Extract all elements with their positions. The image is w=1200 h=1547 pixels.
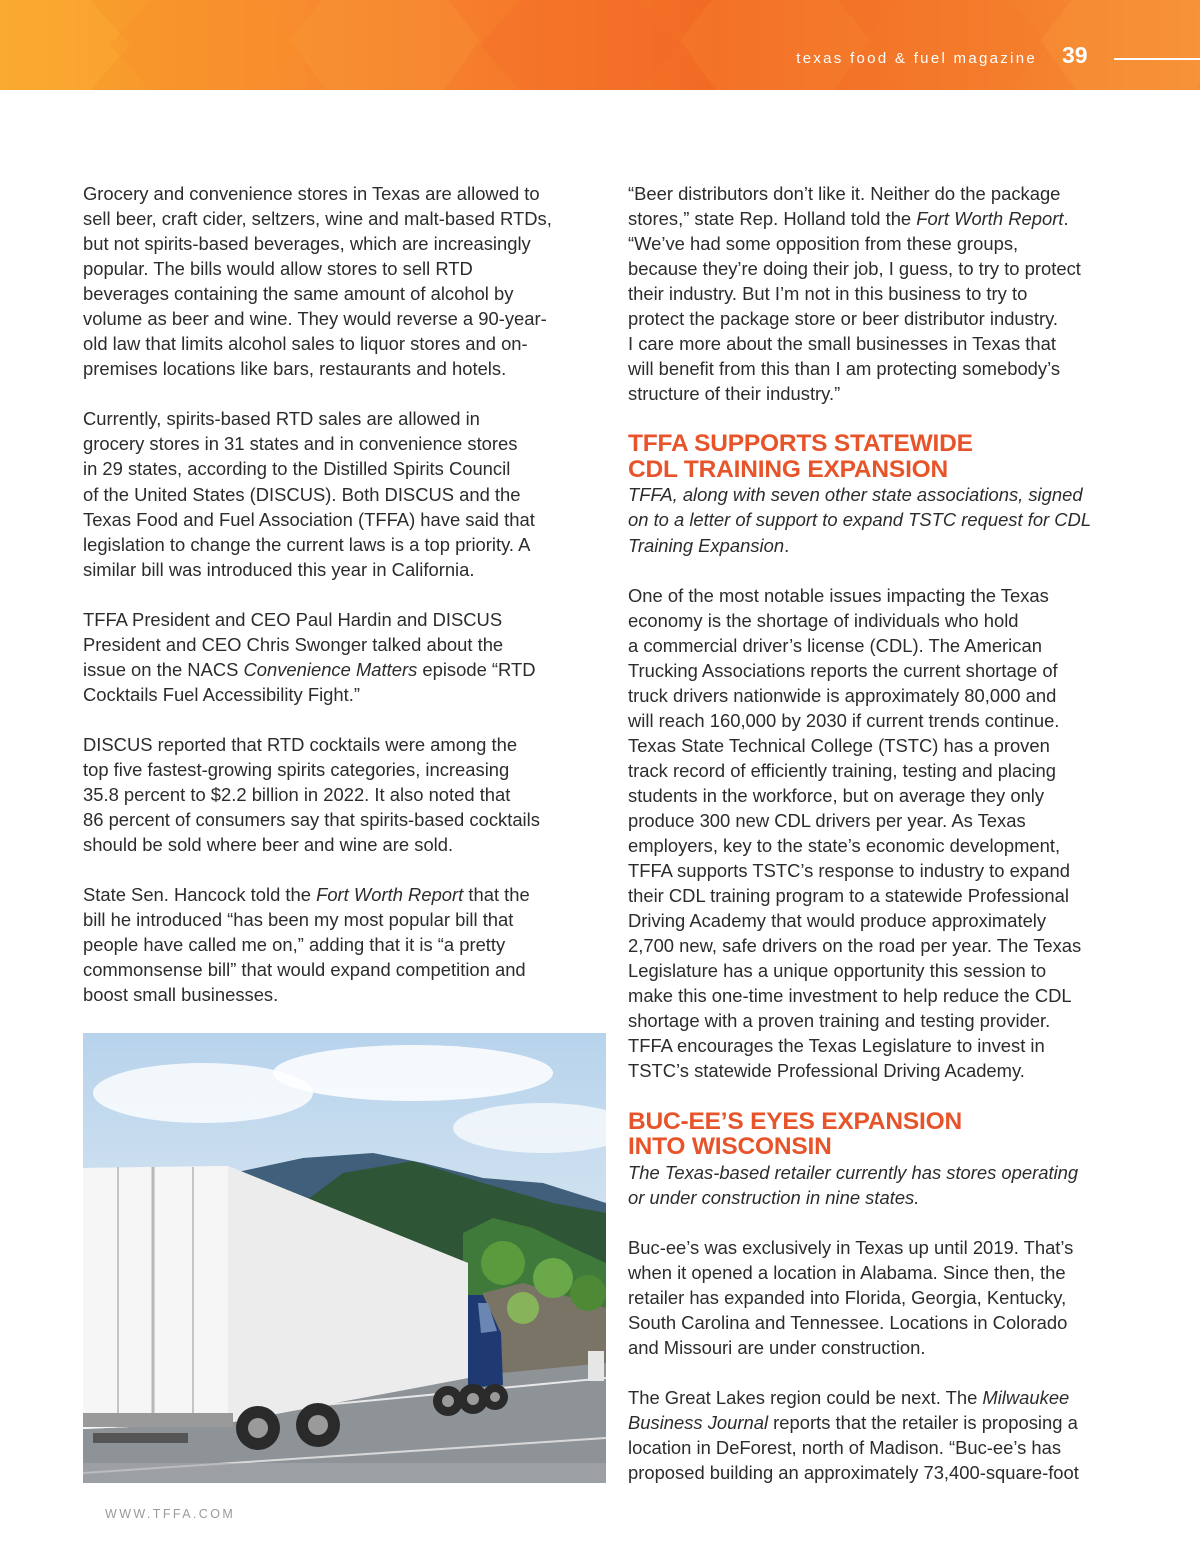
footer-website[interactable]: WWW.TFFA.COM: [105, 1507, 236, 1521]
text-line: Trucking Associations reports the current shortage of: [628, 659, 1058, 681]
text-line: Currently, spirits-based RTD sales are allowed in: [83, 408, 480, 430]
text-line: because they’re doing their job, I guess, to try to protect: [628, 258, 1081, 280]
text-line: employers, key to the state’s economic development,: [628, 835, 1061, 857]
semi-truck-illustration: [83, 1033, 606, 1483]
text-line: legislation to change the current laws is a top priority. A: [83, 533, 531, 555]
text-run: reports that the retailer is proposing a: [768, 1411, 1078, 1433]
text-line: commonsense bill” that would expand competition and: [83, 959, 526, 981]
text-line: 35.8 percent to $2.2 billion in 2022. It also noted that: [83, 783, 511, 805]
banner-hex-pattern: [0, 0, 1200, 90]
text-line: retailer has expanded into Florida, Georgia, Kentucky,: [628, 1286, 1067, 1308]
text-line: location in DeForest, north of Madison. “Buc-ee’s has: [628, 1436, 1062, 1458]
section-deck-bucees: [628, 1160, 1158, 1210]
text-line: but not spirits-based beverages, which are increasingly: [83, 233, 531, 255]
paragraph-cdl-body: [628, 583, 1158, 1084]
italic-title: Fort Worth Report: [316, 884, 464, 906]
text-line: shortage with a proven training and testing provider.: [628, 1010, 1051, 1032]
text-run: stores,” state Rep. Holland told the: [628, 208, 917, 230]
text-line: [628, 533, 1158, 558]
section-heading-bucees: [628, 1109, 1158, 1160]
header-banner: [0, 0, 1200, 90]
text-line: TFFA encourages the Texas Legislature to invest in: [628, 1035, 1045, 1057]
italic-title: Convenience Matters: [243, 658, 418, 680]
paragraph-bucees-history: [628, 1235, 1158, 1360]
text-line: protect the package store or beer distributor industry.: [628, 308, 1059, 330]
text-line: volume as beer and wine. They would reverse a 90-year-: [83, 308, 547, 330]
header-rule: [1114, 58, 1200, 60]
text-line: should be sold where beer and wine are sold.: [83, 834, 454, 856]
paragraph-hancock: [83, 882, 608, 1007]
text-line: 86 percent of consumers say that spirits-based cocktails: [83, 809, 540, 831]
text-line: TFFA supports TSTC’s response to industry to expand: [628, 860, 1070, 882]
heading-line: BUC-EE’S EYES EXPANSION: [628, 1107, 962, 1135]
text-line: Texas Food and Fuel Association (TFFA) have said that: [83, 508, 535, 530]
text-line: Texas State Technical College (TSTC) has a proven: [628, 734, 1050, 756]
text-line: 2,700 new, safe drivers on the road per year. The Texas: [628, 935, 1082, 957]
text-run: issue on the NACS: [83, 658, 244, 680]
text-line: produce 300 new CDL drivers per year. As Texas: [628, 809, 1026, 831]
text-run: The Great Lakes region could be next. The: [628, 1386, 983, 1408]
heading-line: TFFA SUPPORTS STATEWIDE: [628, 430, 973, 458]
text-line: TSTC’s statewide Professional Driving Academy.: [628, 1060, 1025, 1082]
text-line: their industry. But I’m not in this business to try to: [628, 283, 1028, 305]
text-line: Grocery and convenience stores in Texas are allowed to: [83, 183, 540, 204]
paragraph-discus-growth: [83, 732, 608, 857]
italic-title: Fort Worth Report: [916, 208, 1064, 230]
text-line: “Beer distributors don’t like it. Neither do the package: [628, 183, 1061, 204]
text-line: Cocktails Fuel Accessibility Fight.”: [83, 683, 360, 705]
text-run: .: [1063, 208, 1069, 230]
text-line: or under construction in nine states.: [628, 1186, 920, 1208]
text-line: grocery stores in 31 states and in convenience stores: [83, 433, 518, 455]
text-line: beverages containing the same amount of alcohol by: [83, 283, 514, 305]
text-line: [628, 1385, 1158, 1410]
paragraph-holland-quote: [628, 181, 1158, 406]
text-line: [83, 657, 608, 682]
text-line: a commercial driver’s license (CDL). The American: [628, 634, 1042, 656]
italic-title: Business Journal: [628, 1411, 769, 1433]
text-line: truck drivers nationwide is approximately 80,000 and: [628, 684, 1057, 706]
text-line: old law that limits alcohol sales to liquor stores and on-: [83, 333, 528, 355]
text-line: Driving Academy that would produce approximately: [628, 910, 1047, 932]
paragraph-rtd-rules: [83, 181, 608, 381]
text-line: [83, 882, 608, 907]
text-line: I care more about the small businesses in Texas that: [628, 333, 1056, 355]
text-line: TFFA, along with seven other state associations, signed: [628, 484, 1083, 506]
text-line: will reach 160,000 by 2030 if current trends continue.: [628, 709, 1060, 731]
heading-line: INTO WISCONSIN: [628, 1133, 832, 1160]
text-line: their CDL training program to a statewide Professional: [628, 885, 1069, 907]
magazine-title: texas food & fuel magazine: [796, 50, 1037, 67]
paragraph-podcast: [83, 607, 608, 707]
text-line: [628, 206, 1158, 231]
text-line: track record of efficiently training, testing and placing: [628, 759, 1056, 781]
truck-photo: [83, 1033, 606, 1483]
text-line: when it opened a location in Alabama. Since then, the: [628, 1261, 1066, 1283]
text-line: boost small businesses.: [83, 984, 279, 1006]
text-line: Buc-ee’s was exclusively in Texas up until 2019. That’s: [628, 1236, 1074, 1258]
text-line: One of the most notable issues impacting the Texas: [628, 584, 1049, 606]
paragraph-states: [83, 406, 608, 581]
text-line: sell beer, craft cider, seltzers, wine and malt-based RTDs,: [83, 208, 552, 230]
text-line: bill he introduced “has been my most popular bill that: [83, 909, 514, 931]
text-line: of the United States (DISCUS). Both DISCUS and the: [83, 483, 521, 505]
text-line: on to a letter of support to expand TSTC request for CDL: [628, 509, 1092, 531]
text-line: [628, 1410, 1158, 1435]
left-column: [83, 181, 608, 1032]
text-line: TFFA President and CEO Paul Hardin and DISCUS: [83, 608, 503, 630]
text-line: and Missouri are under construction.: [628, 1336, 926, 1358]
section-deck-cdl: [628, 482, 1158, 557]
page-number: 39: [1062, 42, 1088, 68]
text-line: top five fastest-growing spirits categories, increasing: [83, 758, 510, 780]
text-line: President and CEO Chris Swonger talked about the: [83, 633, 504, 655]
text-run: episode “RTD: [417, 658, 536, 680]
paragraph-bucees-wisconsin: [628, 1385, 1158, 1485]
text-run: .: [784, 534, 790, 556]
text-run: that the: [463, 884, 530, 906]
text-run: Training Expansion: [628, 534, 785, 556]
text-line: proposed building an approximately 73,400-square-foot: [628, 1461, 1079, 1483]
text-line: students in the workforce, but on average they only: [628, 784, 1045, 806]
italic-title: Milwaukee: [982, 1386, 1070, 1408]
text-line: similar bill was introduced this year in California.: [83, 558, 475, 580]
text-line: popular. The bills would allow stores to sell RTD: [83, 258, 473, 280]
text-line: Legislature has a unique opportunity this session to: [628, 960, 1047, 982]
section-heading-cdl: [628, 431, 1158, 482]
text-run: State Sen. Hancock told the: [83, 884, 317, 906]
text-line: The Texas-based retailer currently has stores operating: [628, 1161, 1079, 1183]
heading-line: CDL TRAINING EXPANSION: [628, 455, 949, 483]
text-line: make this one-time investment to help reduce the CDL: [628, 985, 1072, 1007]
text-line: people have called me on,” adding that it is “a pretty: [83, 934, 506, 956]
text-line: “We’ve had some opposition from these groups,: [628, 233, 1019, 255]
text-line: economy is the shortage of individuals who hold: [628, 609, 1019, 631]
text-line: in 29 states, according to the Distilled Spirits Council: [83, 458, 511, 480]
text-line: will benefit from this than I am protecting somebody’s: [628, 358, 1061, 380]
text-line: structure of their industry.”: [628, 383, 841, 405]
text-line: DISCUS reported that RTD cocktails were among the: [83, 733, 518, 755]
right-column: [628, 181, 1158, 1510]
text-line: South Carolina and Tennessee. Locations in Colorado: [628, 1311, 1068, 1333]
text-line: premises locations like bars, restaurants and hotels.: [83, 358, 507, 380]
